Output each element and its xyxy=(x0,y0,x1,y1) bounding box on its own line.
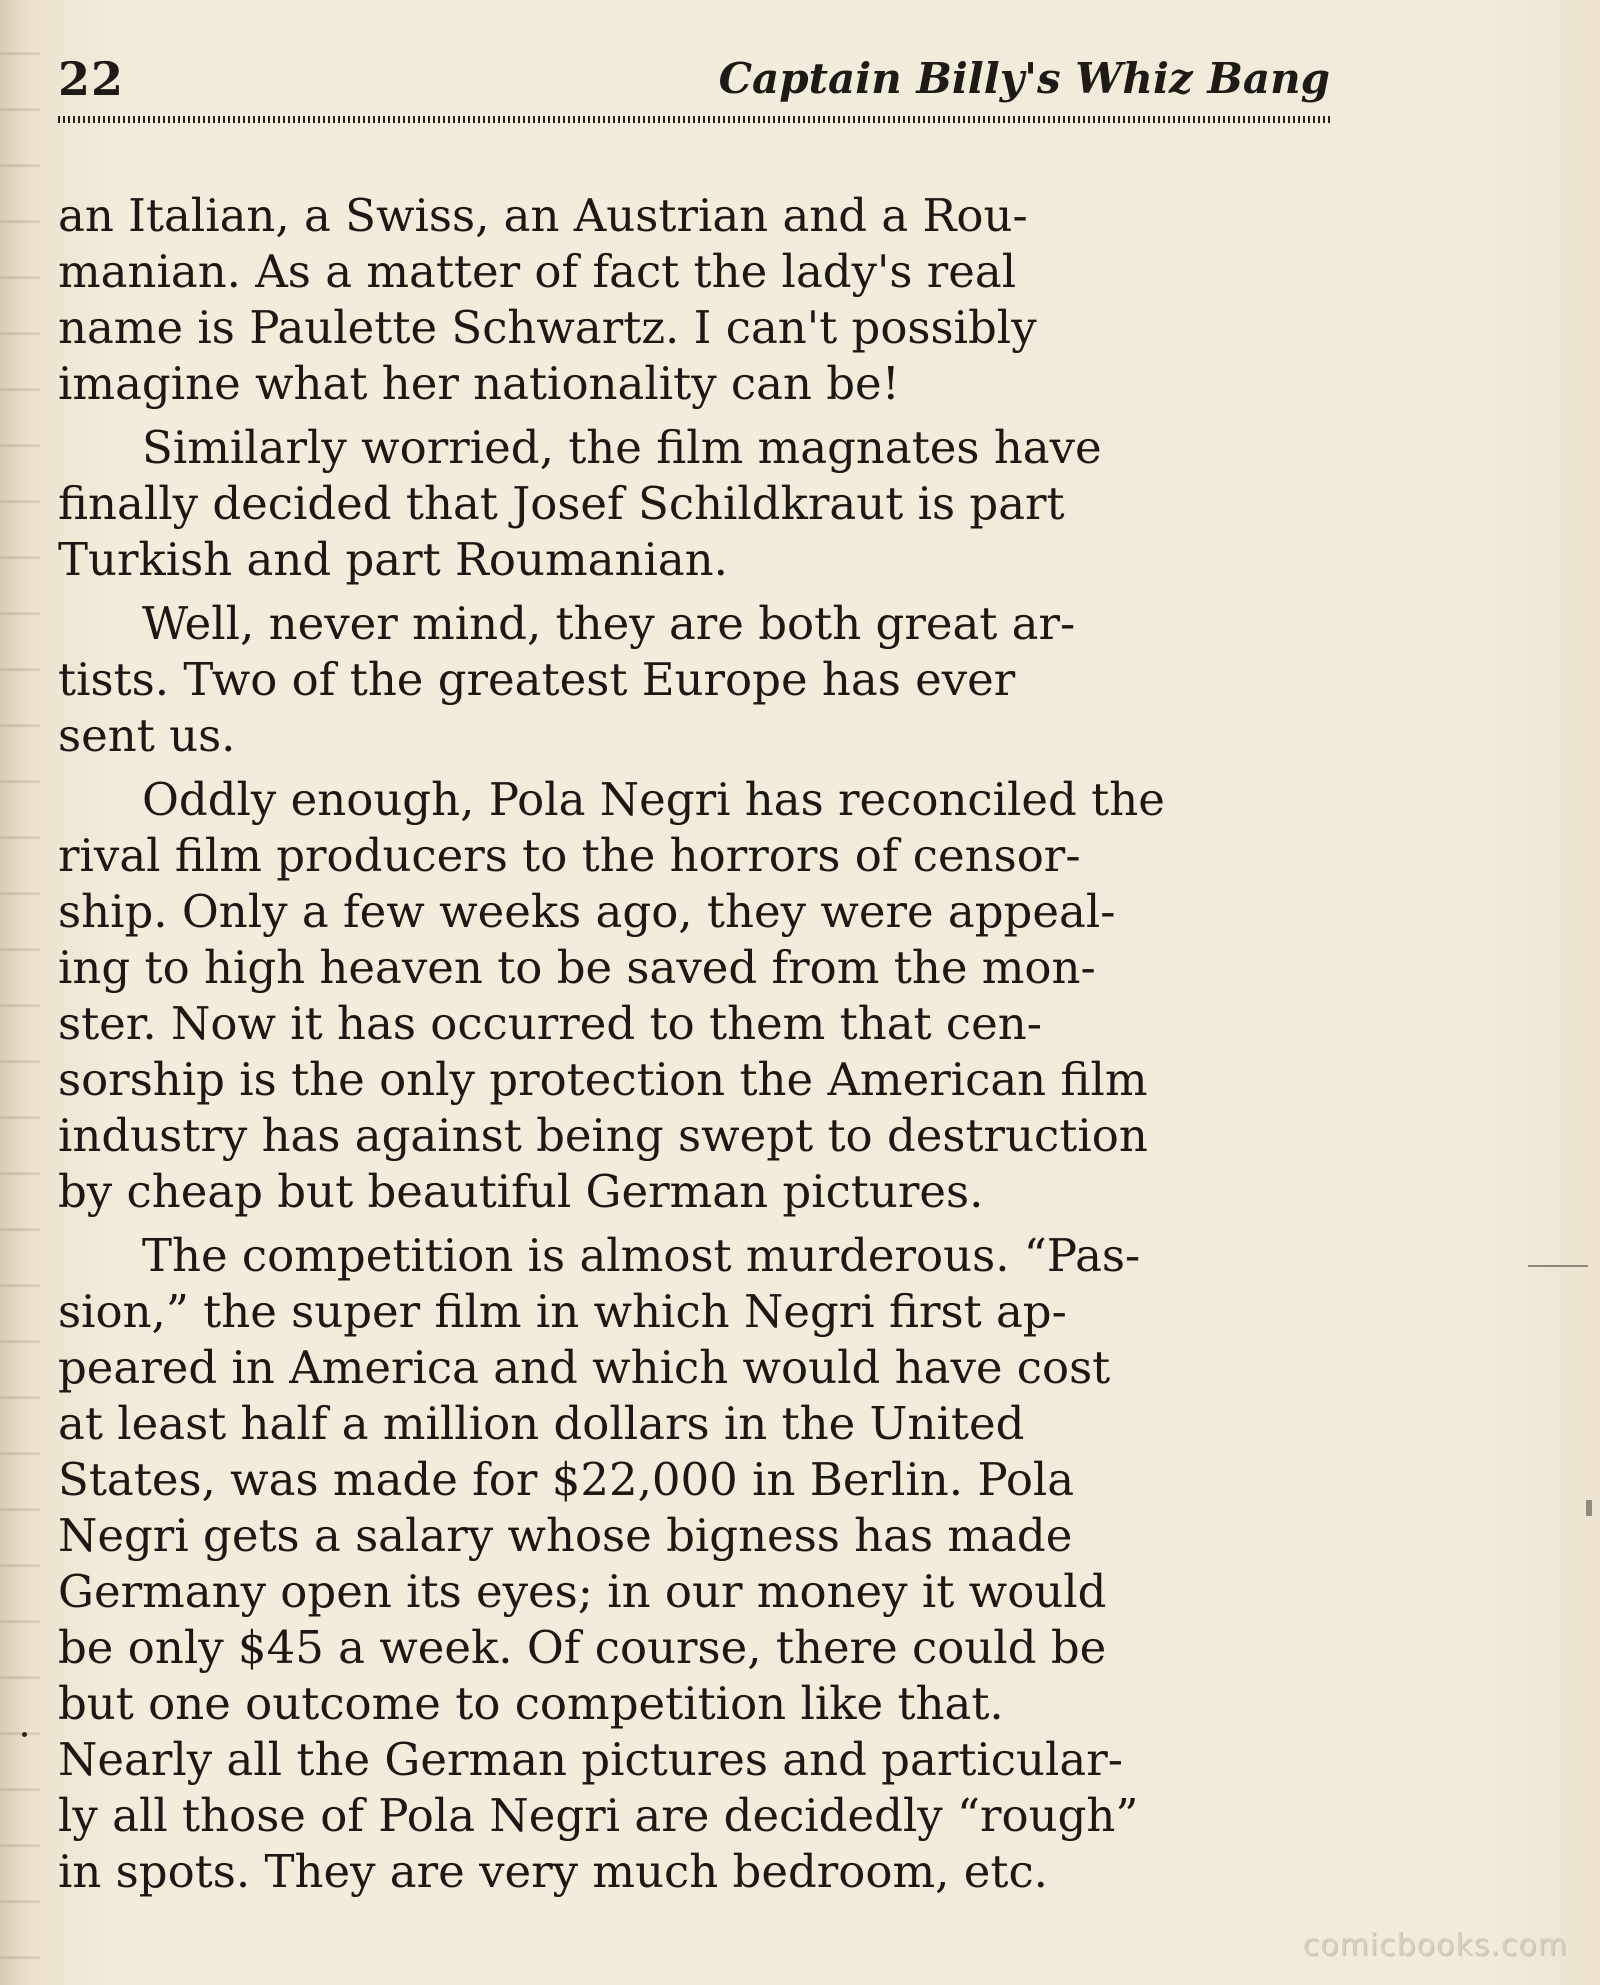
watermark: comicbooks.com xyxy=(1302,1928,1568,1963)
paragraph-3: Well, never mind, they are both great ar- tists. Two of the greatest Europe has ever sent us. xyxy=(58,597,1076,762)
magazine-title: Captain Billy's Whiz Bang xyxy=(718,54,1330,103)
article-body xyxy=(58,188,1330,1908)
margin-mark xyxy=(1528,1265,1588,1267)
binding-edge xyxy=(0,0,40,1985)
paragraph-5: The competition is almost murderous. “Pas- sion,” the super film in which Negri first ap- peared in America and which would have cost at least half a million dollars in the United States, was made for $22,000 in Berlin. Pola Negri gets a salary whose bigness has made Germany open its eyes; in our money it would be only $45 a week. Of course, there could be but one outcome to competition like that. Nearly all the German pictures and particular- ly all those of Pola Negri are decidedly “rough” in spots. They are very much bedroom, etc. xyxy=(58,1229,1141,1898)
margin-mark xyxy=(1586,1500,1592,1516)
page-number: 22 xyxy=(58,52,125,106)
margin-dot xyxy=(22,1732,27,1737)
paragraph-4: Oddly enough, Pola Negri has reconciled the rival film producers to the horrors of censor- ship. Only a few weeks ago, they were appeal- ing to high heaven to be saved from the mon- ster. Now it has occurred to them that cen- sorship is the only protection the American film industry has against being swept to destruction by cheap but beautiful German pictures. xyxy=(58,773,1165,1218)
page-header xyxy=(58,52,1330,122)
paragraph-1: an Italian, a Swiss, an Austrian and a Rou- manian. As a matter of fact the lady's real name is Paulette Schwartz. I can't possibly imagine what her nationality can be! xyxy=(58,189,1037,410)
header-rule xyxy=(58,116,1330,123)
paragraph-2: Similarly worried, the film magnates have finally decided that Josef Schildkraut is part Turkish and part Roumanian. xyxy=(58,421,1102,586)
